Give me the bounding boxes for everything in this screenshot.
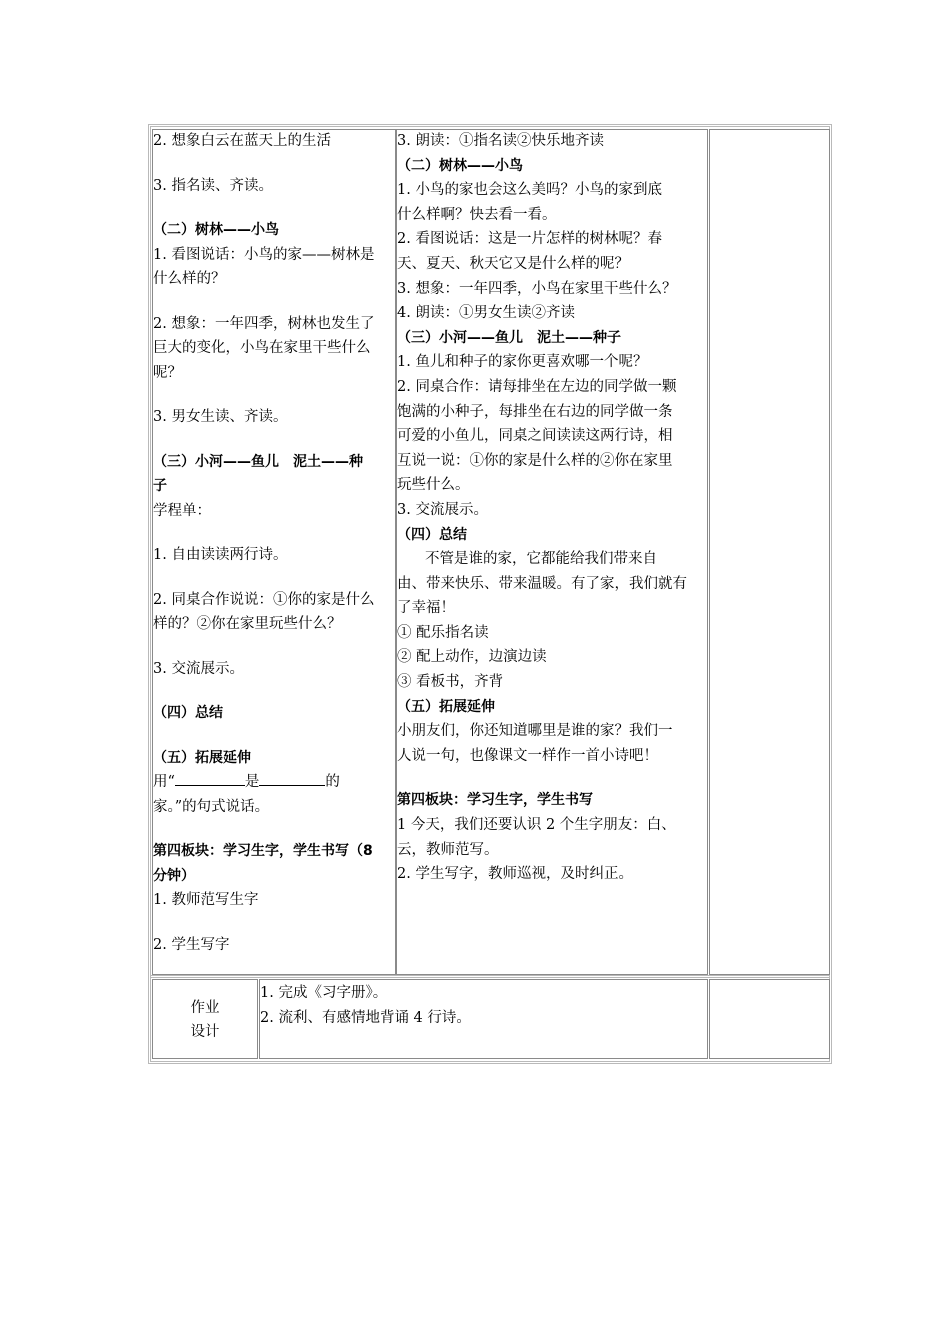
text-line: 饱满的小种子，每排坐在右边的同学做一条 [397,403,673,420]
text-line: 3. 指名读、齐读。 [153,177,273,194]
text-line: 人说一句，也像课文一样作一首小诗吧！ [397,747,658,764]
text-line: 玩些什么。 [397,477,470,494]
text-line: 3. 交流展示。 [153,660,244,677]
text-line: 巨大的变化，小鸟在家里干些什么 [153,340,371,356]
section-heading: 分钟） [153,867,195,884]
homework-empty-cell [709,979,830,1059]
text-line: 1. 教师范写生字 [153,892,259,908]
text-line: ③ 看板书，齐背 [397,674,504,691]
text-fragment: 的 [325,774,340,790]
text-line: 2. 想象：一年四季，树林也发生了 [153,315,375,332]
section-heading: （五）拓展延伸 [397,698,495,715]
text-line: 云，教师范写。 [397,841,499,858]
homework-label [152,996,258,1044]
text-line: 2. 同桌合作：请每排坐在左边的同学做一颗 [397,378,677,395]
text-line: 小朋友们，你还知道哪里是谁的家？我们一 [397,723,673,740]
text-line: 1 今天，我们还要认识 2 个生字朋友：白、 [397,817,676,834]
homework-items [260,981,706,1030]
text-line: 不管是谁的家，它都能给我们带来自 [425,551,657,568]
text-line: 3. 交流展示。 [397,501,488,518]
section-heading: 第四板块：学习生字，学生书写 [397,792,593,809]
text-line: 2. 学生写字，教师巡视，及时纠正。 [397,866,633,883]
text-line: 2. 学生写字 [153,936,230,953]
section-heading: （二）树林——小鸟 [153,222,279,238]
text-line: 3. 男女生读、齐读。 [153,409,288,425]
text-line: 2. 想象白云在蓝天上的生活 [153,133,331,149]
section-heading: （三）小河——鱼儿 泥土——种 [153,453,363,470]
text-line: 1. 鱼儿和种子的家你更喜欢哪一个呢？ [397,354,648,371]
text-line: 3. 朗读：①指名读②快乐地齐读 [397,133,604,149]
text-line: 样的？②你在家里玩些什么？ [153,616,342,632]
text-line: 家。”的句式说话。 [153,798,270,815]
text-line: 2. 同桌合作说说：①你的家是什么 [153,591,375,608]
text-line: 学程单： [153,502,211,519]
text-fragment: 是 [244,774,260,790]
homework-label-line: 作业 [190,1000,220,1016]
section-heading: （四）总结 [153,705,223,721]
section-heading: （五）拓展延伸 [153,749,251,766]
text-line: 天、夏天、秋天它又是什么样的呢？ [397,255,629,272]
text-line: 3. 想象：一年四季，小鸟在家里干些什么？ [397,280,677,297]
blank-line [259,771,325,786]
text-line: 1. 自由读读两行诗。 [153,547,288,563]
text-line: 呢？ [153,364,182,381]
text-fragment: 用“ [153,774,175,790]
text-line: 什么样啊？快去看一看。 [397,206,557,223]
section-heading: 子 [153,478,167,494]
text-line: 互说一说：①你的家是什么样的②你在家里 [397,452,673,469]
text-line: 了幸福！ [397,600,455,617]
homework-item: 1. 完成《习字册》。 [260,985,388,1001]
text-line: 2. 看图说话：这是一片怎样的树林呢？春 [397,231,662,248]
section-heading: 第四板块：学习生字，学生书写（8 [153,843,373,859]
blank-line [175,771,245,786]
section-heading: （四）总结 [397,526,467,543]
text-line: 1. 小鸟的家也会这么美吗？小鸟的家到底 [397,182,662,199]
text-line: 1. 看图说话：小鸟的家——树林是 [153,246,375,263]
fill-blank-sentence [153,770,395,795]
text-line: 可爱的小鱼儿，同桌之间读读这两行诗，相 [397,428,673,445]
text-line: 什么样的？ [153,271,226,287]
homework-item: 2. 流利、有感情地背诵 4 行诗。 [260,1009,471,1026]
middle-column-text [397,129,707,887]
row-divider [150,975,830,978]
text-line: 由、带来快乐、带来温暖。有了家，我们就有 [397,575,687,592]
text-line: 4. 朗读：①男女生读②齐读 [397,305,575,322]
left-column-text [153,129,395,957]
homework-label-line: 设计 [190,1024,220,1040]
text-line: ② 配上动作，边演边读 [397,649,547,666]
section-heading: （三）小河——鱼儿 泥土——种子 [397,329,621,346]
text-line: ① 配乐指名读 [397,624,489,641]
section-heading: （二）树林——小鸟 [397,157,523,174]
right-cell [709,129,830,975]
